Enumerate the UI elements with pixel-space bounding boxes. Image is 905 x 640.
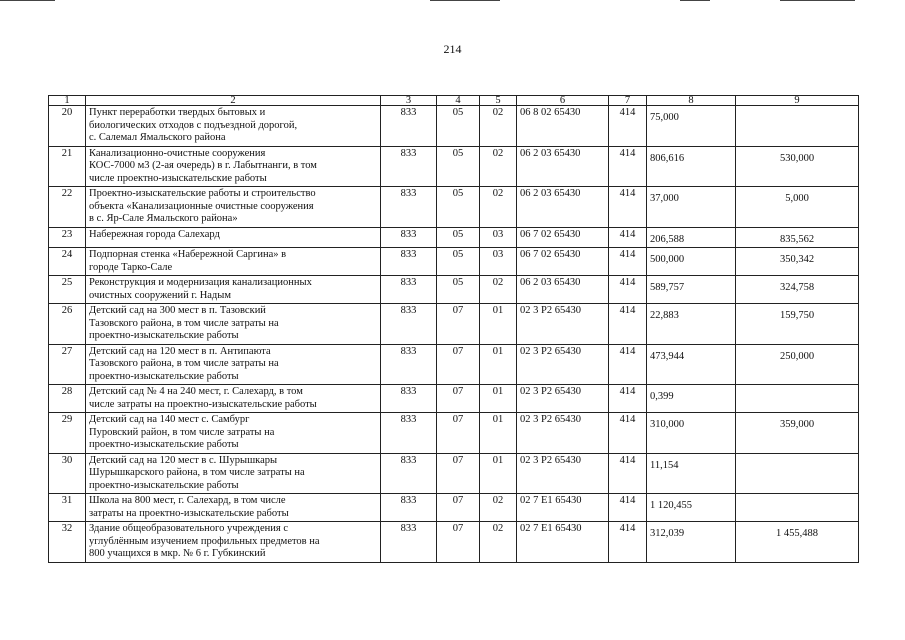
budget-table	[48, 95, 859, 563]
subsection-code-cell: 02	[480, 494, 517, 522]
subsection-code-cell: 03	[480, 227, 517, 248]
row-number-cell: 24	[49, 248, 86, 276]
amount-year2-cell	[736, 276, 859, 304]
object-name-line: числе затраты на проектно-изыскательские работы	[89, 398, 317, 410]
section-code-cell: 05	[437, 146, 480, 187]
column-header: 6	[517, 96, 609, 106]
amount-year1-cell	[647, 385, 736, 413]
row-number-cell: 30	[49, 453, 86, 494]
ministry-code-cell: 833	[381, 522, 437, 563]
section-code-cell: 07	[437, 453, 480, 494]
amount-year2-value: 530,000	[779, 152, 815, 164]
object-name-line: углублённым изучением профильных предметов на	[89, 535, 320, 547]
amount-year1-cell	[647, 227, 736, 248]
amount-year1-cell	[647, 106, 736, 147]
expense-type-cell: 414	[609, 494, 647, 522]
object-name-cell	[86, 385, 381, 413]
amount-year2-value: 159,750	[779, 310, 815, 321]
expense-type-cell: 414	[609, 146, 647, 187]
row-number-cell: 21	[49, 146, 86, 187]
amount-year1-cell	[647, 276, 736, 304]
object-name-line: Детский сад на 120 мест в с. Шурышкары	[89, 454, 278, 466]
object-name-line: затраты на проектно-изыскательские работы	[89, 507, 289, 519]
page-number: 214	[443, 42, 462, 56]
subsection-code-cell: 01	[480, 385, 517, 413]
subsection-code-cell: 02	[480, 522, 517, 563]
object-name-cell	[86, 494, 381, 522]
amount-year2-value: 324,758	[779, 282, 815, 293]
amount-year1-cell	[647, 494, 736, 522]
ministry-code-cell: 833	[381, 187, 437, 228]
object-name-cell	[86, 304, 381, 345]
amount-year1-value: 500,000	[650, 254, 685, 265]
object-name-line: объекта «Канализационные очистные сооружения	[89, 200, 314, 212]
table-row	[49, 385, 859, 413]
amount-year2-cell	[736, 413, 859, 454]
amount-year2-value: 1 455,488	[776, 528, 818, 539]
expense-type-cell: 414	[609, 344, 647, 385]
object-name-line: Детский сад на 300 мест в п. Тазовский	[89, 305, 266, 316]
column-header: 1	[49, 96, 86, 106]
amount-year1-cell	[647, 413, 736, 454]
section-code-cell: 07	[437, 413, 480, 454]
section-code-cell: 07	[437, 494, 480, 522]
expense-type-cell: 414	[609, 385, 647, 413]
object-name-line: проектно-изыскательские работы	[89, 479, 239, 491]
amount-year1-value: 473,944	[650, 350, 685, 362]
amount-year2-value: 250,000	[779, 350, 815, 362]
target-article-cell: 02 3 P2 65430	[517, 385, 609, 413]
section-code-cell: 07	[437, 385, 480, 413]
amount-year1-cell	[647, 187, 736, 228]
section-code-cell: 07	[437, 344, 480, 385]
object-name-line: Набережная города Салехард	[89, 228, 220, 240]
amount-year1-value: 206,588	[650, 233, 685, 245]
ministry-code-cell: 833	[381, 304, 437, 345]
target-article-cell: 02 3 P2 65430	[517, 453, 609, 494]
row-number-cell: 27	[49, 344, 86, 385]
object-name-cell	[86, 344, 381, 385]
amount-year2-cell	[736, 522, 859, 563]
amount-year1-cell	[647, 146, 736, 187]
object-name-line: Пуровский район, в том числе затраты на	[89, 426, 275, 438]
amount-year1-value: 11,154	[650, 459, 679, 471]
object-name-line: Здание общеобразовательного учреждения с	[89, 523, 289, 534]
amount-year1-cell	[647, 248, 736, 276]
amount-year2-value: 359,000	[779, 419, 815, 430]
column-header: 5	[480, 96, 517, 106]
section-code-cell: 05	[437, 276, 480, 304]
ministry-code-cell: 833	[381, 276, 437, 304]
target-article-cell: 06 8 02 65430	[517, 106, 609, 147]
column-header: 7	[609, 96, 647, 106]
subsection-code-cell: 01	[480, 453, 517, 494]
section-code-cell: 07	[437, 304, 480, 345]
amount-year2-cell	[736, 227, 859, 248]
object-name-line: КОС-7000 м3 (2-ая очередь) в г. Лабытнанги, в том	[89, 160, 317, 171]
ministry-code-cell: 833	[381, 494, 437, 522]
table-row	[49, 146, 859, 187]
target-article-cell: 02 3 P2 65430	[517, 304, 609, 345]
table-row	[49, 344, 859, 385]
object-name-cell	[86, 276, 381, 304]
object-name-line: Тазовского района, в том числе затраты на	[89, 358, 279, 369]
amount-year1-value: 312,039	[650, 528, 685, 539]
object-name-line: городе Тарко-Сале	[89, 261, 173, 273]
subsection-code-cell: 02	[480, 276, 517, 304]
object-name-cell	[86, 453, 381, 494]
amount-year2-cell	[736, 187, 859, 228]
subsection-code-cell: 02	[480, 106, 517, 147]
expense-type-cell: 414	[609, 187, 647, 228]
expense-type-cell: 414	[609, 276, 647, 304]
amount-year2-cell	[736, 453, 859, 494]
top-edge-marks	[0, 0, 905, 4]
object-name-line: биологических отходов с подъездной дорогой,	[89, 119, 298, 131]
subsection-code-cell: 02	[480, 146, 517, 187]
object-name-cell	[86, 522, 381, 563]
table-row	[49, 276, 859, 304]
target-article-cell: 06 7 02 65430	[517, 248, 609, 276]
row-number-cell: 26	[49, 304, 86, 345]
target-article-cell: 06 2 03 65430	[517, 276, 609, 304]
object-name-cell	[86, 146, 381, 187]
target-article-cell: 02 3 P2 65430	[517, 413, 609, 454]
amount-year1-cell	[647, 304, 736, 345]
expense-type-cell: 414	[609, 453, 647, 494]
ministry-code-cell: 833	[381, 106, 437, 147]
object-name-cell	[86, 248, 381, 276]
object-name-line: проектно-изыскательские работы	[89, 370, 239, 382]
amount-year1-value: 22,883	[650, 310, 679, 321]
subsection-code-cell: 01	[480, 413, 517, 454]
column-header: 4	[437, 96, 480, 106]
row-number-cell: 25	[49, 276, 86, 304]
object-name-line: Школа на 800 мест, г. Салехард, в том числе	[89, 495, 286, 506]
target-article-cell: 02 7 E1 65430	[517, 522, 609, 563]
amount-year1-value: 1 120,455	[650, 500, 692, 511]
row-number-cell: 32	[49, 522, 86, 563]
object-name-cell	[86, 413, 381, 454]
amount-year1-value: 589,757	[650, 282, 685, 293]
target-article-cell: 02 7 E1 65430	[517, 494, 609, 522]
table-header-row	[49, 96, 859, 106]
row-number-cell: 22	[49, 187, 86, 228]
section-code-cell: 07	[437, 522, 480, 563]
column-header: 2	[86, 96, 381, 106]
amount-year1-cell	[647, 344, 736, 385]
table-row	[49, 304, 859, 345]
target-article-cell: 06 2 03 65430	[517, 187, 609, 228]
amount-year1-value: 37,000	[650, 193, 679, 204]
object-name-line: 800 учащихся в мкр. № 6 г. Губкинский	[89, 548, 266, 559]
object-name-line: Пункт переработки твердых бытовых и	[89, 107, 266, 118]
object-name-line: проектно-изыскательские работы	[89, 439, 239, 450]
expense-type-cell: 414	[609, 413, 647, 454]
target-article-cell: 02 3 P2 65430	[517, 344, 609, 385]
table-body	[49, 106, 859, 563]
object-name-line: проектно-изыскательские работы	[89, 330, 239, 341]
amount-year2-value: 350,342	[779, 254, 815, 265]
row-number-cell: 28	[49, 385, 86, 413]
column-header: 9	[736, 96, 859, 106]
amount-year1-value: 75,000	[650, 112, 679, 123]
table-row	[49, 106, 859, 147]
amount-year1-cell	[647, 522, 736, 563]
row-number-cell: 29	[49, 413, 86, 454]
object-name-line: числе проектно-изыскательские работы	[89, 172, 267, 184]
amount-year1-value: 806,616	[650, 152, 685, 164]
expense-type-cell: 414	[609, 248, 647, 276]
expense-type-cell: 414	[609, 522, 647, 563]
object-name-line: Шурышкарского района, в том числе затраты на	[89, 467, 305, 478]
section-code-cell: 05	[437, 248, 480, 276]
table-row	[49, 453, 859, 494]
table-row	[49, 522, 859, 563]
amount-year2-value: 5,000	[785, 193, 809, 204]
section-code-cell: 05	[437, 187, 480, 228]
ministry-code-cell: 833	[381, 385, 437, 413]
section-code-cell: 05	[437, 106, 480, 147]
ministry-code-cell: 833	[381, 413, 437, 454]
subsection-code-cell: 01	[480, 344, 517, 385]
ministry-code-cell: 833	[381, 146, 437, 187]
object-name-cell	[86, 106, 381, 147]
expense-type-cell: 414	[609, 304, 647, 345]
object-name-line: Проектно-изыскательские работы и строительство	[89, 188, 316, 199]
subsection-code-cell: 02	[480, 187, 517, 228]
target-article-cell: 06 2 03 65430	[517, 146, 609, 187]
table-row	[49, 248, 859, 276]
ministry-code-cell: 833	[381, 344, 437, 385]
amount-year2-cell	[736, 304, 859, 345]
amount-year2-cell	[736, 106, 859, 147]
object-name-line: Детский сад № 4 на 240 мест, г. Салехард, в том	[89, 386, 303, 397]
object-name-line: очистных сооружений г. Надым	[89, 289, 231, 301]
amount-year2-cell	[736, 248, 859, 276]
object-name-line: с. Салемал Ямальского района	[89, 132, 226, 143]
amount-year2-cell	[736, 494, 859, 522]
object-name-line: Детский сад на 120 мест в п. Антипаюта	[89, 345, 271, 357]
amount-year2-cell	[736, 385, 859, 413]
amount-year2-value: 835,562	[779, 233, 815, 245]
row-number-cell: 23	[49, 227, 86, 248]
expense-type-cell: 414	[609, 227, 647, 248]
amount-year2-cell	[736, 344, 859, 385]
object-name-cell	[86, 187, 381, 228]
amount-year1-cell	[647, 453, 736, 494]
object-name-cell	[86, 227, 381, 248]
ministry-code-cell: 833	[381, 227, 437, 248]
object-name-line: Реконструкция и модернизация канализационных	[89, 277, 312, 288]
object-name-line: Тазовского района, в том числе затраты на	[89, 317, 279, 329]
ministry-code-cell: 833	[381, 453, 437, 494]
target-article-cell: 06 7 02 65430	[517, 227, 609, 248]
amount-year2-cell	[736, 146, 859, 187]
column-header: 8	[647, 96, 736, 106]
amount-year1-value: 0,399	[650, 391, 674, 402]
amount-year1-value: 310,000	[650, 419, 685, 430]
row-number-cell: 31	[49, 494, 86, 522]
row-number-cell: 20	[49, 106, 86, 147]
table-row	[49, 187, 859, 228]
object-name-line: в с. Яр-Сале Ямальского района»	[89, 213, 238, 224]
column-header: 3	[381, 96, 437, 106]
table-row	[49, 494, 859, 522]
table-row	[49, 413, 859, 454]
object-name-line: Подпорная стенка «Набережной Саргина» в	[89, 249, 287, 260]
table-row	[49, 227, 859, 248]
ministry-code-cell: 833	[381, 248, 437, 276]
expense-type-cell: 414	[609, 106, 647, 147]
object-name-line: Детский сад на 140 мест с. Самбург	[89, 414, 250, 425]
object-name-line: Канализационно-очистные сооружения	[89, 147, 266, 159]
section-code-cell: 05	[437, 227, 480, 248]
subsection-code-cell: 03	[480, 248, 517, 276]
subsection-code-cell: 01	[480, 304, 517, 345]
